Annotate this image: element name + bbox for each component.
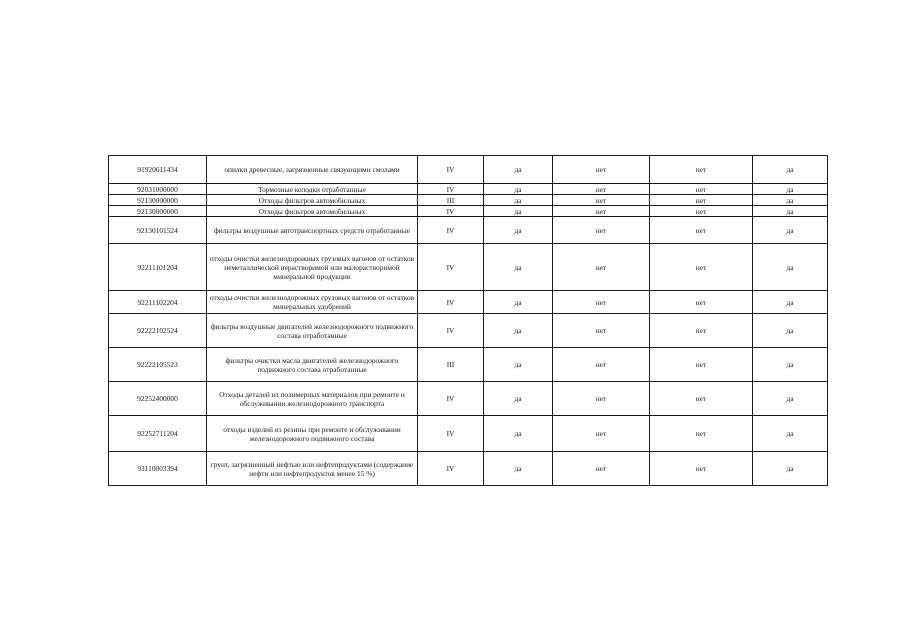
waste-code-cell: 92222102524 bbox=[109, 314, 207, 348]
flag-cell-c: нет bbox=[650, 244, 753, 291]
hazard-class-cell: IV bbox=[418, 291, 484, 314]
waste-code-cell: 91920611434 bbox=[109, 156, 207, 184]
hazard-class-cell: IV bbox=[418, 184, 484, 195]
table-row bbox=[109, 156, 828, 184]
flag-cell-d: да bbox=[753, 217, 828, 244]
waste-code-cell: 92031000000 bbox=[109, 184, 207, 195]
flag-cell-d: да bbox=[753, 244, 828, 291]
flag-cell-c: нет bbox=[650, 184, 753, 195]
flag-cell-d: да bbox=[753, 156, 828, 184]
table-row bbox=[109, 382, 828, 416]
flag-cell-d: да bbox=[753, 348, 828, 382]
flag-cell-b: нет bbox=[553, 206, 650, 217]
flag-cell-d: да bbox=[753, 314, 828, 348]
flag-cell-c: нет bbox=[650, 348, 753, 382]
table-row bbox=[109, 217, 828, 244]
flag-cell-b: нет bbox=[553, 416, 650, 452]
flag-cell-a: да bbox=[484, 217, 553, 244]
waste-name-cell: фильтры воздушные двигателей железнодорожного подвижного состава отработанные bbox=[207, 314, 418, 348]
waste-code-cell: 92130101524 bbox=[109, 217, 207, 244]
flag-cell-a: да bbox=[484, 382, 553, 416]
waste-code-cell: 92130000000 bbox=[109, 206, 207, 217]
table-row bbox=[109, 348, 828, 382]
flag-cell-d: да bbox=[753, 452, 828, 486]
flag-cell-a: да bbox=[484, 314, 553, 348]
waste-code-cell: 93110003394 bbox=[109, 452, 207, 486]
waste-table bbox=[108, 155, 828, 486]
hazard-class-cell: IV bbox=[418, 156, 484, 184]
table-row bbox=[109, 452, 828, 486]
table-row bbox=[109, 244, 828, 291]
waste-name-cell: Отходы фильтров автомобильных bbox=[207, 195, 418, 206]
flag-cell-c: нет bbox=[650, 416, 753, 452]
hazard-class-cell: III bbox=[418, 348, 484, 382]
flag-cell-b: нет bbox=[553, 156, 650, 184]
waste-code-cell: 92211102204 bbox=[109, 291, 207, 314]
flag-cell-a: да bbox=[484, 291, 553, 314]
waste-name-cell: грунт, загрязненный нефтью или нефтепродуктами (содержание нефти или нефтепродуктов менее 15 %) bbox=[207, 452, 418, 486]
waste-name-cell: отходы изделий из резины при ремонте и обслуживании железнодорожного подвижного состава bbox=[207, 416, 418, 452]
flag-cell-c: нет bbox=[650, 382, 753, 416]
flag-cell-b: нет bbox=[553, 348, 650, 382]
table-row bbox=[109, 314, 828, 348]
table-body bbox=[109, 156, 828, 486]
flag-cell-b: нет bbox=[553, 291, 650, 314]
waste-name-cell: Отходы фильтров автомобильных bbox=[207, 206, 418, 217]
waste-code-cell: 92252400000 bbox=[109, 382, 207, 416]
table-row bbox=[109, 184, 828, 195]
waste-name-cell: фильтры очистки масла двигателей железнодорожного подвижного состава отработанные bbox=[207, 348, 418, 382]
flag-cell-b: нет bbox=[553, 217, 650, 244]
hazard-class-cell: IV bbox=[418, 244, 484, 291]
flag-cell-b: нет bbox=[553, 314, 650, 348]
flag-cell-c: нет bbox=[650, 206, 753, 217]
flag-cell-a: да bbox=[484, 452, 553, 486]
waste-code-cell: 92222105523 bbox=[109, 348, 207, 382]
hazard-class-cell: IV bbox=[418, 416, 484, 452]
hazard-class-cell: IV bbox=[418, 217, 484, 244]
flag-cell-c: нет bbox=[650, 314, 753, 348]
table-row bbox=[109, 291, 828, 314]
flag-cell-a: да bbox=[484, 156, 553, 184]
flag-cell-d: да bbox=[753, 416, 828, 452]
table-row bbox=[109, 416, 828, 452]
flag-cell-a: да bbox=[484, 184, 553, 195]
hazard-class-cell: IV bbox=[418, 452, 484, 486]
flag-cell-a: да bbox=[484, 416, 553, 452]
hazard-class-cell: IV bbox=[418, 382, 484, 416]
flag-cell-b: нет bbox=[553, 195, 650, 206]
table-row bbox=[109, 206, 828, 217]
flag-cell-d: да bbox=[753, 382, 828, 416]
flag-cell-c: нет bbox=[650, 195, 753, 206]
hazard-class-cell: III bbox=[418, 195, 484, 206]
table-row bbox=[109, 195, 828, 206]
flag-cell-d: да bbox=[753, 195, 828, 206]
flag-cell-c: нет bbox=[650, 217, 753, 244]
waste-code-cell: 92252711204 bbox=[109, 416, 207, 452]
flag-cell-a: да bbox=[484, 348, 553, 382]
flag-cell-a: да bbox=[484, 195, 553, 206]
flag-cell-d: да bbox=[753, 291, 828, 314]
flag-cell-b: нет bbox=[553, 452, 650, 486]
waste-name-cell: Отходы деталей из полимерных материалов при ремонте и обслуживании железнодорожного транспорта bbox=[207, 382, 418, 416]
waste-code-cell: 92211101204 bbox=[109, 244, 207, 291]
flag-cell-c: нет bbox=[650, 452, 753, 486]
hazard-class-cell: IV bbox=[418, 206, 484, 217]
waste-name-cell: отходы очистки железнодорожных грузовых вагонов от остатков минеральных удобрений bbox=[207, 291, 418, 314]
flag-cell-a: да bbox=[484, 244, 553, 291]
flag-cell-b: нет bbox=[553, 184, 650, 195]
waste-name-cell: отходы очистки железнодорожных грузовых вагонов от остатков неметаллической нерастворимой или малорастворимой минеральной продукции bbox=[207, 244, 418, 291]
waste-code-cell: 92130000000 bbox=[109, 195, 207, 206]
flag-cell-b: нет bbox=[553, 382, 650, 416]
waste-name-cell: Тормозные колодки отработанные bbox=[207, 184, 418, 195]
flag-cell-d: да bbox=[753, 184, 828, 195]
waste-name-cell: фильтры воздушные автотранспортных средств отработанные bbox=[207, 217, 418, 244]
hazard-class-cell: IV bbox=[418, 314, 484, 348]
flag-cell-c: нет bbox=[650, 291, 753, 314]
flag-cell-a: да bbox=[484, 206, 553, 217]
flag-cell-b: нет bbox=[553, 244, 650, 291]
flag-cell-d: да bbox=[753, 206, 828, 217]
waste-name-cell: опилки древесные, загрязненные связующими смолами bbox=[207, 156, 418, 184]
flag-cell-c: нет bbox=[650, 156, 753, 184]
